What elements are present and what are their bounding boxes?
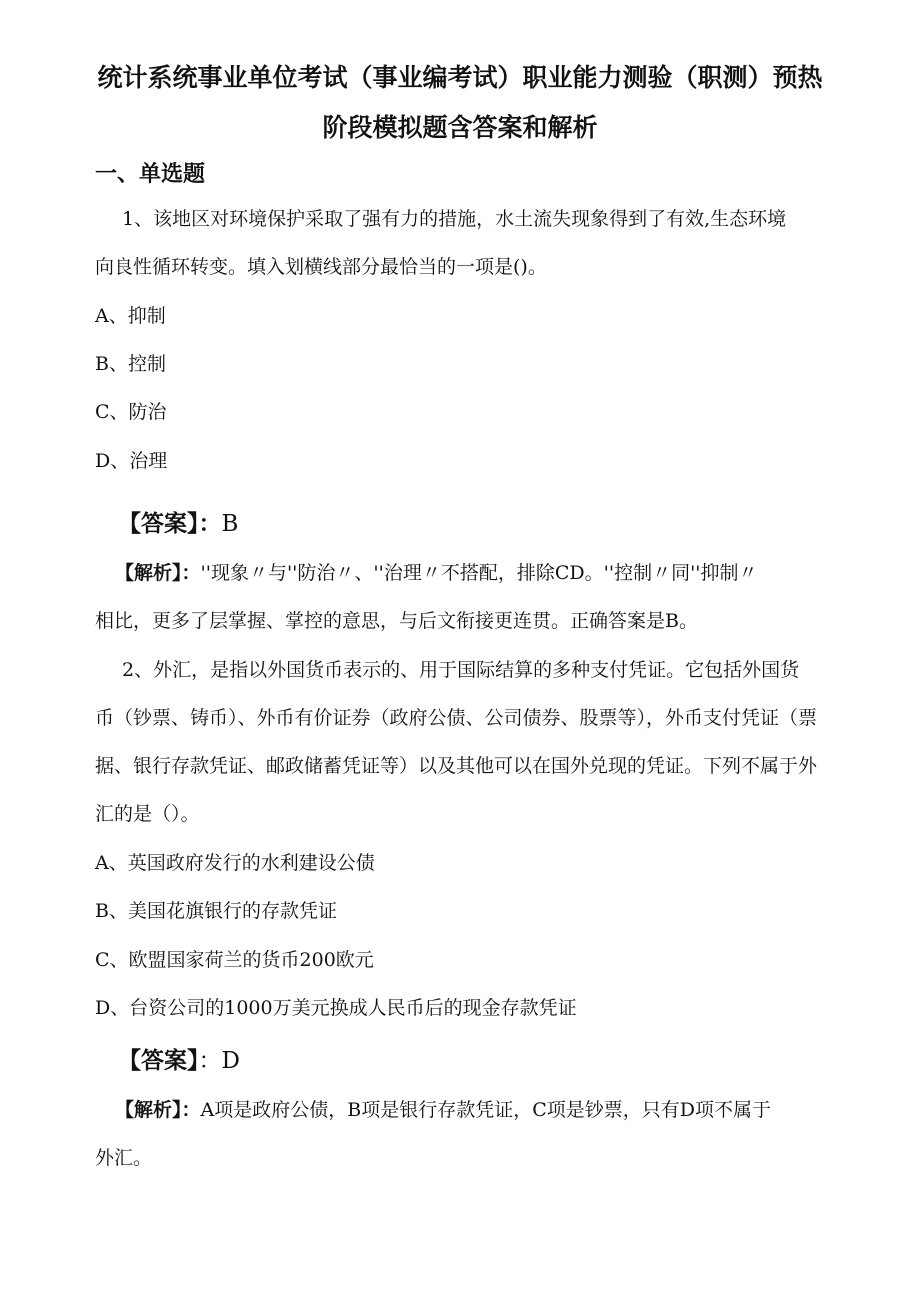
question-2-answer [118, 1050, 240, 1073]
question-1-option-b: B、控制 [95, 353, 166, 375]
analysis-tag: 【解析】： [115, 562, 201, 584]
question-1-option-a: A、抑制 [95, 305, 166, 327]
question-2-stem-line-1: 2、外汇，是指以外国货币表示的、用于国际结算的多种支付凭证。它包括外国货 [122, 659, 800, 681]
question-2-option-d: D、台资公司的1000万美元换成人民币后的现金存款凭证 [95, 997, 577, 1019]
section-heading: 一、单选题 [95, 162, 206, 187]
question-2-stem-line-4: 汇的是（）。 [95, 803, 200, 825]
question-2-option-a: A、英国政府发行的水利建设公债 [95, 852, 375, 874]
analysis-text: ''现象〃与''防治〃、''治理〃不搭配，排除CD。''控制〃同''抑制〃 [200, 562, 758, 584]
question-2-stem-line-3: 据、银行存款凭证、邮政储蓄凭证等）以及其他可以在国外兑现的凭证。下列不属于外 [95, 755, 818, 777]
question-1-stem-line-2: 向良性循环转变。填入划横线部分最恰当的一项是()。 [95, 256, 547, 278]
answer-tag: 【答案】： [118, 511, 222, 537]
answer-tag: 【答案】 [118, 1048, 199, 1074]
question-2-stem-line-2: 币（钞票、铸币）、外币有价证券（政府公债、公司债券、股票等），外币支付凭证（票 [95, 707, 818, 729]
question-2-analysis-line-1 [115, 1101, 771, 1120]
question-2-analysis-line-2: 外汇。 [95, 1147, 153, 1169]
answer-value: B [221, 511, 239, 537]
analysis-text: A项是政府公债，B项是银行存款凭证，C项是钞票，只有D项不属于 [200, 1099, 771, 1121]
question-1-option-c: C、防治 [95, 401, 167, 423]
question-1-option-d: D、治理 [95, 450, 168, 472]
question-1-analysis-line-1 [115, 564, 758, 583]
answer-value: ：D [198, 1048, 240, 1074]
question-2-option-b: B、美国花旗银行的存款凭证 [95, 900, 337, 922]
document-title-line-2: 阶段模拟题含答案和解析 [322, 113, 598, 142]
question-1-analysis-line-2: 相比，更多了层掌握、掌控的意思，与后文衔接更连贯。正确答案是B。 [95, 610, 698, 632]
question-1-answer [118, 513, 238, 536]
document-title-line-1: 统计系统事业单位考试（事业编考试）职业能力测验（职测）预热 [97, 63, 823, 92]
question-1-stem-line-1: 1、该地区对环境保护采取了强有力的措施，水土流失现象得到了有效,生态环境 [122, 208, 787, 230]
analysis-tag: 【解析】： [115, 1099, 201, 1121]
question-2-option-c: C、欧盟国家荷兰的货币200欧元 [95, 949, 374, 971]
